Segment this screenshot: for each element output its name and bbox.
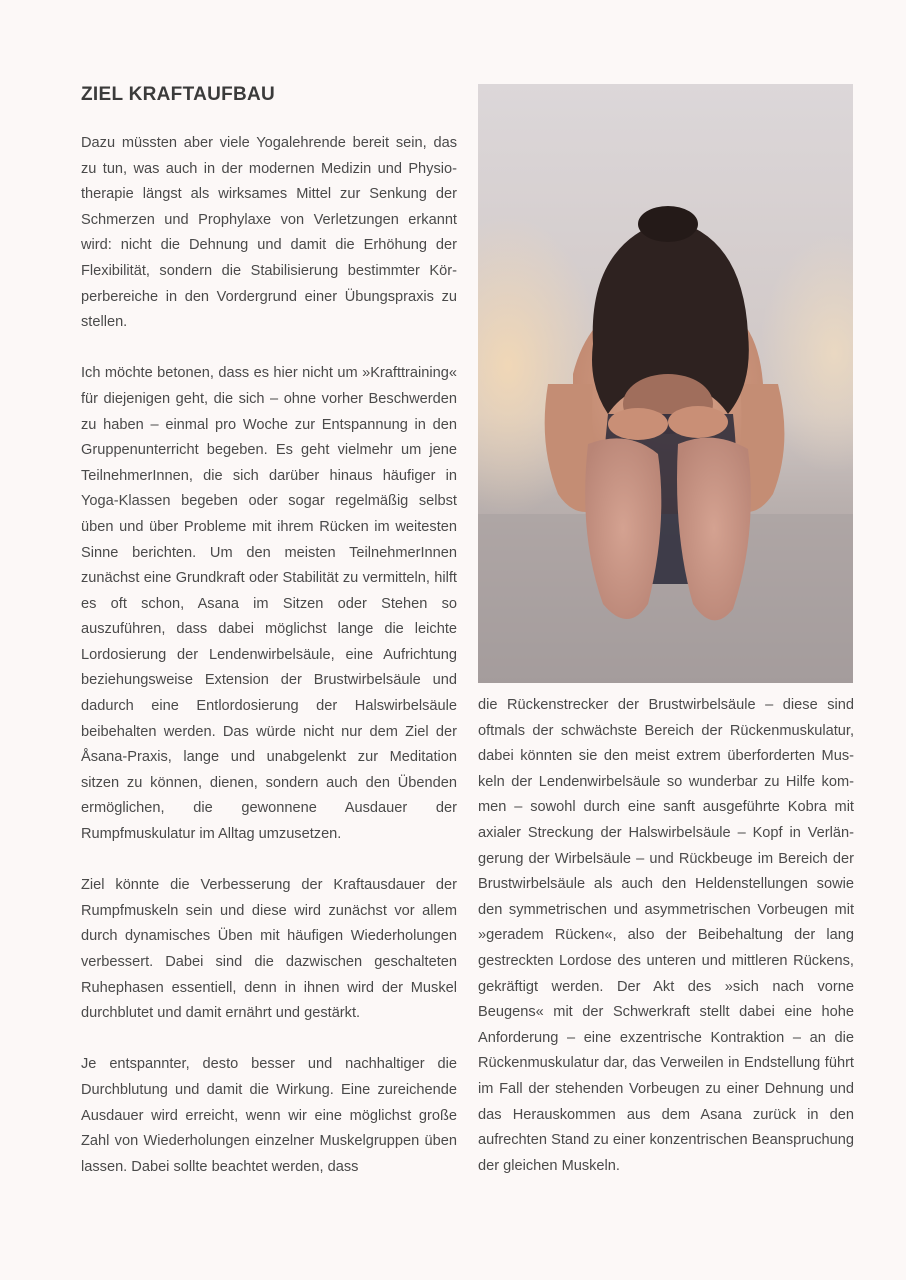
paragraph: Ich möchte betonen, dass es hier nicht um »Krafttraining« für diejenigen geht, die sich – ohne vorher Beschwerden zu haben – einmal pro Woche zur Entspannung in den Gruppenunterricht begeben. Es geht vielmehr um jene TeilnehmerInnen, die sich darüber hinaus häufiger in Yoga-Klassen begeben oder sogar regelmäßig selbst üben und über Probleme mit ihrem Rücken im weitesten Sinne berichten. Um den meisten TeilnehmerInnen zunächst eine Grundkraft oder Stabilität zu vermitteln, hilft es oft schon, Asana im Sitzen oder Stehen so auszuführen, dass dabei möglichst lange die leichte Lordosierung der Lendenwirbelsäule, eine Aufrichtung beziehungsweise Extension der Brustwirbelsäule und dadurch eine Entlordosierung der Halswirbelsäule beibehalten werden. Das würde nicht nur dem Ziel der Åsana-Praxis, lange und unabgelenkt zur Meditation sitzen zu können, dienen, sondern auch den Übenden ermöglichen, die gewonnene Ausdauer der Rumpfmuskulatur im Alltag umzusetzen.	[81, 365, 457, 843]
left-text-column	[81, 131, 457, 1180]
section-heading: ZIEL KRAFTAUFBAU	[81, 84, 276, 105]
right-text-column	[478, 693, 854, 1179]
paragraph: Ziel könnte die Verbesserung der Kraftausdauer der Rumpfmuskeln sein und diese wird zunächst vor allem durch dynamisches Üben mit häufigen Wiederholungen verbessert. Dabei sind die dazwischen geschalteten Ruhephasen essentiell, denn in ihnen wird der Muskel durchblutet und damit ernährt und gestärkt.	[81, 877, 457, 1022]
yoga-forward-bend-photo	[478, 84, 853, 683]
paragraph: Je entspannter, desto besser und nachhaltiger die Durchblutung und damit die Wirkung. Eine zureichende Ausdauer wird erreicht, wenn wir eine möglichst große Zahl von Wiederholungen einzelner Muskelgruppen üben lassen. Dabei sollte beachtet werden, dass	[81, 1056, 457, 1175]
paragraph: Dazu müssten aber viele Yogalehrende bereit sein, das zu tun, was auch in der modernen Medizin und Physiotherapie längst als wirksames Mittel zur Senkung der Schmerzen und Prophylaxe von Verletzungen erkannt wird: nicht die Dehnung und damit die Erhöhung der Flexibilität, sondern die Stabilisierung bestimmter Körperbereiche in den Vordergrund einer Übungspraxis zu stellen.	[81, 135, 457, 331]
paragraph: die Rückenstrecker der Brustwirbelsäule – diese sind oftmals der schwächste Bereich der Rückenmuskulatur, dabei könnten sie den meist extrem überforderten Muskeln der Lendenwirbelsäule so wunderbar zu Hilfe kommen – sowohl durch eine sanft ausgeführte Kobra mit axialer Streckung der Halswirbelsäule – Kopf in Verlängerung der Wirbelsäule – und Rückbeuge im Bereich der Brustwirbelsäule als auch den Heldenstellungen sowie den symmetrischen und asymmetrischen Vorbeugen mit »geradem Rücken«, also der Beibehaltung der lang gestreckten Lordose des unteren und mittleren Rückens, gekräftigt werden. Der Akt des »sich nach vorne Beugens« mit der Schwerkraft stellt dabei eine hohe Anforderung – eine exzentrische Kontraktion – an die Rückenmuskulatur dar, das Verweilen in Endstellung führt im Fall der stehenden Vorbeugen zu einer Dehnung und das Herauskommen aus dem Asana zurück in den aufrechten Stand zu einer konzentrischen Beanspruchung der gleichen Muskeln.	[478, 697, 854, 1174]
